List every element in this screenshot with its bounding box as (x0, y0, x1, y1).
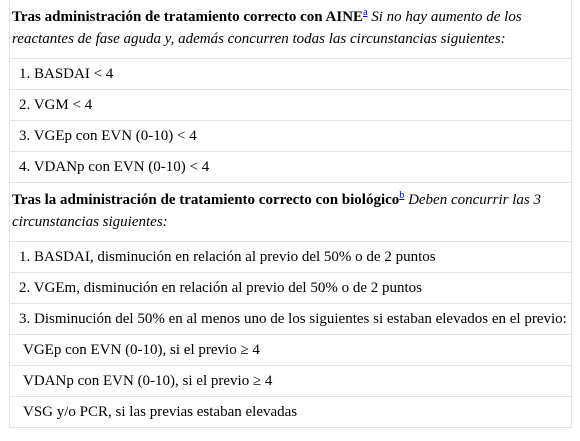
section-title: Tras la administración de tratamiento correcto con biológico (12, 192, 400, 208)
sub-criterion-text: VGEp con EVN (0-10), si el previo ≥ 4 (23, 342, 260, 358)
section-header-biologico (10, 183, 571, 242)
criterion-row (10, 152, 571, 183)
footnote-link[interactable]: b (399, 190, 405, 201)
criterion-text: 2. VGM < 4 (19, 97, 93, 113)
criterion-row (10, 273, 571, 304)
sub-criterion-row (10, 366, 571, 397)
criteria-table (9, 0, 572, 428)
sub-criterion-row (10, 335, 571, 366)
criterion-text: 3. Disminución del 50% en al menos uno de los siguientes si estaban elevados en el previo: (19, 311, 567, 327)
criterion-text: 1. BASDAI < 4 (19, 66, 114, 82)
criterion-row (10, 90, 571, 121)
section-note: Si no hay aumento de los reactantes de fase aguda y, además concurren todas las circunstancias siguientes: (12, 9, 522, 47)
section-title: Tras administración de tratamiento correcto con AINE (12, 9, 364, 25)
sub-criterion-text: VSG y/o PCR, si las previas estaban elevadas (23, 404, 298, 420)
criterion-row (10, 59, 571, 90)
section-header-aine (10, 0, 571, 59)
criterion-text: 4. VDANp con EVN (0-10) < 4 (19, 159, 210, 175)
criterion-text: 2. VGEm, disminución en relación al previo del 50% o de 2 puntos (19, 280, 422, 296)
criterion-row (10, 121, 571, 152)
criterion-row (10, 304, 571, 335)
criterion-row (10, 242, 571, 273)
footnote-link[interactable]: a (363, 7, 368, 18)
sub-criterion-text: VDANp con EVN (0-10), si el previo ≥ 4 (23, 373, 273, 389)
criterion-text: 1. BASDAI, disminución en relación al previo del 50% o de 2 puntos (19, 249, 436, 265)
section-note: Deben concurrir las 3 circunstancias siguientes: (12, 192, 541, 230)
sub-criterion-row (10, 397, 571, 428)
criterion-text: 3. VGEp con EVN (0-10) < 4 (19, 128, 197, 144)
